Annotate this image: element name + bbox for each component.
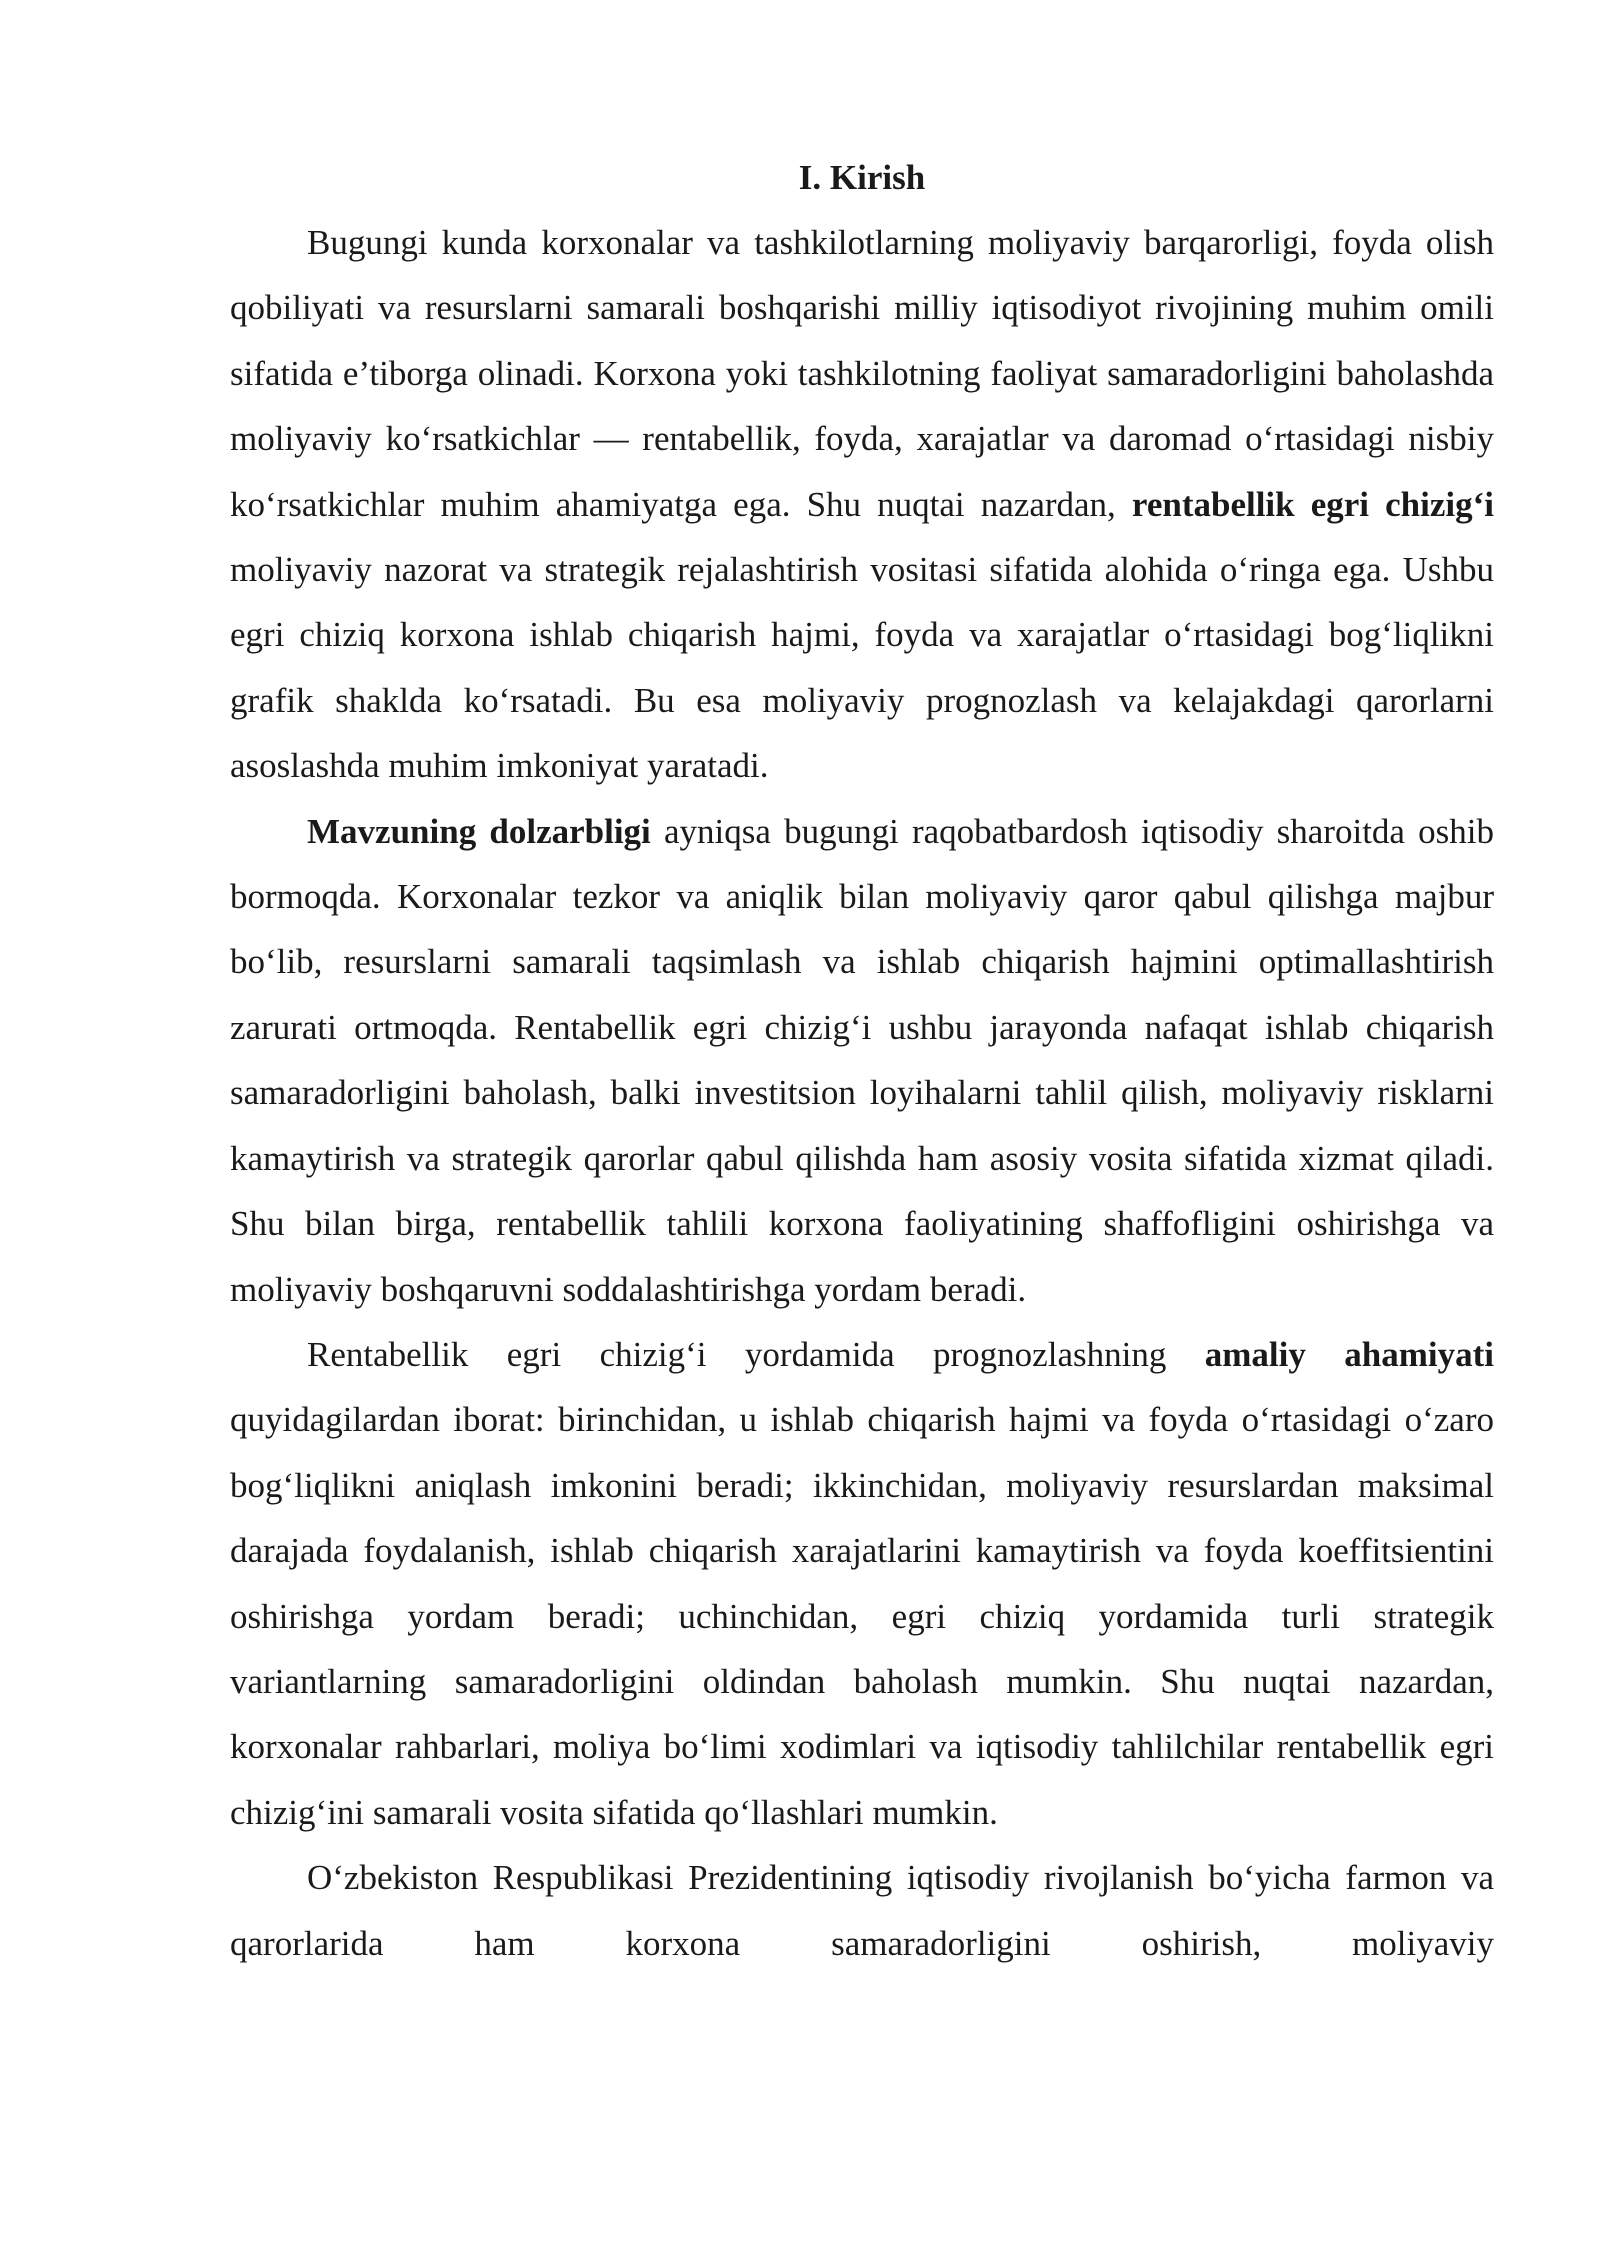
paragraph-text: O‘zbekiston Respublikasi Prezidentining iqtisodiy rivojlanish bo‘yicha farmon va qarorlarida ham korxona samaradorligini oshirish, moliyaviy xyxy=(230,1858,1494,1963)
paragraph-text: Bugungi kunda korxonalar va tashkilotlarning moliyaviy barqarorligi, foyda olish qobiliyati va resurslarni samarali boshqarishi milliy iqtisodiyot rivojining muhim omili sifatida e’tiborga olinadi. Korxona yoki tashkilotning faoliyat samaradorligini baholashda moliyaviy ko‘rsatkichlar — rentabellik, foyda, xarajatlar va daromad o‘rtasidagi nisbiy ko‘rsatkichlar muhim ahamiyatga ega. Shu nuqtai nazardan, xyxy=(230,223,1494,524)
paragraph-practical-importance xyxy=(230,1322,1494,1845)
bold-term: Mavzuning dolzarbligi xyxy=(307,811,651,851)
page-content xyxy=(230,145,1494,1976)
paragraph-text: quyidagilardan iborat: birinchidan, u ishlab chiqarish hajmi va foyda o‘rtasidagi o‘zaro bog‘liqlikni aniqlash imkonini beradi; ikkinchidan, moliyaviy resurslardan maksimal darajada foydalanish, ishlab chiqarish xarajatlarini kamaytirish va foyda koeffitsientini oshirishga yordam beradi; uchinchidan, egri chiziq yordamida turli strategik variantlarning samaradorligini oldindan baholash mumkin. Shu nuqtai nazardan, korxonalar rahbarlari, moliya bo‘limi xodimlari va iqtisodiy tahlilchilar rentabellik egri chizig‘ini samarali vosita sifatida qo‘llashlari mumkin. xyxy=(230,1400,1494,1832)
paragraph-relevance xyxy=(230,799,1494,1322)
paragraph-intro xyxy=(230,210,1494,799)
paragraph-text: moliyaviy nazorat va strategik rejalashtirish vositasi sifatida alohida o‘ringa ega. Ushbu egri chiziq korxona ishlab chiqarish hajmi, foyda va xarajatlar o‘rtasidagi bog‘liqlikni grafik shaklda ko‘rsatadi. Bu esa moliyaviy prognozlash va kelajakdagi qarorlarni asoslashda muhim imkoniyat yaratadi. xyxy=(230,550,1494,786)
bold-term: rentabellik egri chizig‘i xyxy=(1131,484,1494,524)
paragraph-president-decrees xyxy=(230,1845,1494,1976)
section-heading: I. Kirish xyxy=(798,158,926,197)
paragraph-text: Rentabellik egri chizig‘i yordamida prognozlashning xyxy=(307,1334,1205,1374)
bold-term: amaliy ahamiyati xyxy=(1204,1334,1495,1374)
paragraph-text: ayniqsa bugungi raqobatbardosh iqtisodiy sharoitda oshib bormoqda. Korxonalar tezkor va aniqlik bilan moliyaviy qaror qabul qilishga majbur bo‘lib, resurslarni samarali taqsimlash va ishlab chiqarish hajmini optimallashtirish zarurati ortmoqda. Rentabellik egri chizig‘i ushbu jarayonda nafaqat ishlab chiqarish samaradorligini baholash, balki investitsion loyihalarni tahlil qilish, moliyaviy risklarni kamaytirish va strategik qarorlar qabul qilishda ham asosiy vosita sifatida xizmat qiladi. Shu bilan birga, rentabellik tahlili korxona faoliyatining shaffofligini oshirishga va moliyaviy boshqaruvni soddalashtirishga yordam beradi. xyxy=(230,811,1494,1309)
